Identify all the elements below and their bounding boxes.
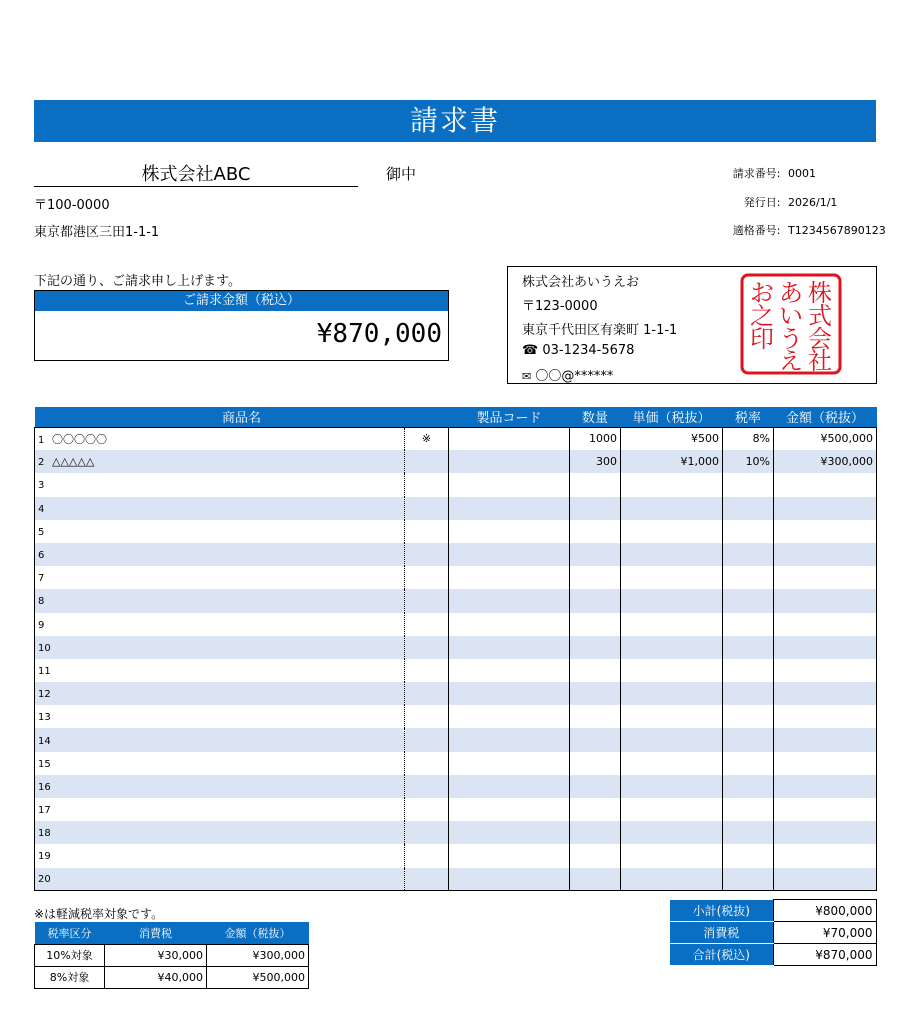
item-number: 8	[38, 596, 45, 608]
item-name-cell	[35, 520, 405, 543]
item-unit-price	[621, 752, 723, 775]
item-reduced-mark	[405, 682, 449, 705]
item-code	[449, 589, 570, 612]
item-code	[449, 497, 570, 520]
item-unit-price	[621, 798, 723, 821]
item-tax-rate	[723, 798, 774, 821]
item-code	[449, 450, 570, 473]
registration-row	[732, 222, 886, 238]
item-amount	[774, 497, 877, 520]
item-code	[449, 543, 570, 566]
item-name-cell	[35, 473, 405, 496]
tax-breakdown-header	[35, 922, 309, 944]
item-tax-rate	[723, 659, 774, 682]
sender-zip: 〒123-0000	[522, 299, 598, 314]
item-number: 1	[38, 434, 45, 446]
taxable-amount: ¥300,000	[207, 944, 309, 966]
seal-character: 株	[808, 279, 832, 307]
sender-phone: 03-1234-5678	[542, 343, 635, 358]
tax-total-value: ¥70,000	[773, 922, 876, 944]
item-tax-rate	[723, 566, 774, 589]
invoice-number-label: 請求番号:	[732, 167, 781, 180]
item-row	[35, 613, 877, 636]
item-reduced-mark	[405, 636, 449, 659]
item-unit-price	[621, 636, 723, 659]
item-quantity	[570, 798, 621, 821]
subtotal-row	[670, 900, 876, 922]
item-quantity	[570, 682, 621, 705]
items-header-row	[35, 407, 877, 427]
seal-character: 式	[808, 302, 832, 330]
item-quantity	[570, 543, 621, 566]
item-quantity	[570, 728, 621, 751]
item-reduced-mark	[405, 566, 449, 589]
item-tax-rate	[723, 520, 774, 543]
tax-row	[35, 966, 309, 988]
item-quantity	[570, 497, 621, 520]
item-code	[449, 868, 570, 891]
item-amount	[774, 682, 877, 705]
subtotal-label: 小計(税抜)	[670, 900, 773, 922]
billing-amount-box	[34, 290, 449, 361]
reduced-tax-note: ※は軽減税率対象です。	[34, 907, 164, 921]
item-amount	[774, 798, 877, 821]
item-quantity	[570, 520, 621, 543]
item-name-cell	[35, 613, 405, 636]
item-code	[449, 636, 570, 659]
item-tax-rate	[723, 868, 774, 891]
item-unit-price	[621, 844, 723, 867]
items-table	[34, 407, 877, 891]
item-tax-rate: 10%	[723, 450, 774, 473]
items-body	[35, 427, 877, 891]
item-row	[35, 543, 877, 566]
item-amount	[774, 752, 877, 775]
item-name-cell	[35, 705, 405, 728]
summary-table	[670, 899, 877, 966]
item-row	[35, 450, 877, 473]
item-number: 11	[38, 665, 51, 677]
item-unit-price	[621, 705, 723, 728]
item-code	[449, 566, 570, 589]
item-row	[35, 844, 877, 867]
item-reduced-mark	[405, 589, 449, 612]
item-tax-rate	[723, 613, 774, 636]
tax-header-category: 税率区分	[35, 922, 105, 944]
item-quantity	[570, 589, 621, 612]
item-number: 13	[38, 712, 51, 724]
item-code	[449, 775, 570, 798]
item-name-cell	[35, 589, 405, 612]
tax-category: 8%対象	[35, 966, 105, 988]
item-quantity	[570, 868, 621, 891]
seal-character: 印	[750, 325, 774, 353]
item-amount	[774, 473, 877, 496]
sender-phone-row	[522, 343, 634, 358]
client-name: 株式会社ABC	[141, 164, 251, 185]
seal-character: う	[779, 325, 803, 353]
item-number: 17	[38, 805, 51, 817]
item-code	[449, 473, 570, 496]
item-name-cell	[35, 427, 405, 450]
seal-character: 会	[808, 325, 832, 353]
tax-header-tax: 消費税	[105, 922, 207, 944]
sender-email: 〇〇@******	[535, 369, 614, 384]
item-amount	[774, 520, 877, 543]
item-name-cell	[35, 844, 405, 867]
item-number: 15	[38, 758, 51, 770]
item-amount: ¥500,000	[774, 427, 877, 450]
item-quantity	[570, 473, 621, 496]
item-quantity: 300	[570, 450, 621, 473]
item-row	[35, 682, 877, 705]
item-amount	[774, 566, 877, 589]
item-amount	[774, 821, 877, 844]
item-unit-price	[621, 589, 723, 612]
item-unit-price	[621, 821, 723, 844]
item-row	[35, 497, 877, 520]
subtotal-value: ¥800,000	[773, 900, 876, 922]
item-row	[35, 520, 877, 543]
item-row	[35, 427, 877, 450]
issue-date: 2026/1/1	[788, 196, 838, 209]
item-amount	[774, 775, 877, 798]
item-reduced-mark	[405, 844, 449, 867]
item-unit-price: ¥500	[621, 427, 723, 450]
item-amount	[774, 589, 877, 612]
item-reduced-mark	[405, 520, 449, 543]
item-reduced-mark	[405, 450, 449, 473]
item-number: 19	[38, 851, 51, 863]
item-reduced-mark	[405, 868, 449, 891]
item-amount	[774, 705, 877, 728]
item-unit-price	[621, 682, 723, 705]
tax-row	[35, 944, 309, 966]
client-zip: 〒100-0000	[34, 198, 110, 213]
issue-date-label: 発行日:	[743, 196, 781, 209]
item-number: 14	[38, 735, 51, 747]
grand-total-row	[670, 944, 876, 966]
item-number: 16	[38, 781, 51, 793]
item-row	[35, 752, 877, 775]
item-name-cell	[35, 728, 405, 751]
item-name-cell	[35, 636, 405, 659]
issue-date-row	[744, 194, 876, 210]
item-row	[35, 775, 877, 798]
item-amount	[774, 868, 877, 891]
item-number: 18	[38, 828, 51, 840]
seal-character: あ	[779, 279, 803, 307]
item-name-cell	[35, 775, 405, 798]
item-unit-price	[621, 473, 723, 496]
grand-total-label: 合計(税込)	[670, 944, 773, 966]
item-name-cell	[35, 543, 405, 566]
item-row	[35, 589, 877, 612]
item-tax-rate: 8%	[723, 427, 774, 450]
item-quantity	[570, 705, 621, 728]
item-reduced-mark: ※	[405, 427, 449, 450]
item-amount	[774, 659, 877, 682]
item-number: 10	[38, 642, 51, 654]
item-number: 6	[38, 550, 45, 562]
billing-amount-label: ご請求金額（税込）	[35, 291, 448, 311]
tax-breakdown-table	[34, 922, 309, 989]
item-number: 12	[38, 689, 51, 701]
item-unit-price	[621, 613, 723, 636]
item-unit-price	[621, 566, 723, 589]
item-amount	[774, 636, 877, 659]
header-quantity: 数量	[570, 407, 621, 427]
item-unit-price	[621, 775, 723, 798]
item-amount	[774, 613, 877, 636]
item-reduced-mark	[405, 705, 449, 728]
item-quantity	[570, 613, 621, 636]
item-amount: ¥300,000	[774, 450, 877, 473]
item-unit-price	[621, 728, 723, 751]
item-unit-price: ¥1,000	[621, 450, 723, 473]
seal-character: え	[779, 347, 803, 375]
invoice-number-row	[733, 165, 876, 181]
seal-character: い	[779, 302, 803, 330]
item-code	[449, 613, 570, 636]
item-code	[449, 844, 570, 867]
item-row	[35, 473, 877, 496]
tax-total-label: 消費税	[670, 922, 773, 944]
item-number: 7	[38, 573, 45, 585]
item-unit-price	[621, 497, 723, 520]
item-row	[35, 868, 877, 891]
sender-name: 株式会社あいうえお	[522, 275, 640, 290]
item-quantity: 1000	[570, 427, 621, 450]
item-name-cell	[35, 682, 405, 705]
item-reduced-mark	[405, 543, 449, 566]
item-tax-rate	[723, 844, 774, 867]
item-code	[449, 798, 570, 821]
item-tax-rate	[723, 636, 774, 659]
client-honorific: 御中	[386, 165, 417, 183]
item-tax-rate	[723, 705, 774, 728]
item-code	[449, 682, 570, 705]
phone-icon: ☎	[522, 343, 539, 358]
billing-amount-value: ¥870,000	[316, 319, 442, 349]
header-amount: 金額（税抜）	[774, 407, 877, 427]
grand-total-value: ¥870,000	[773, 944, 876, 966]
item-tax-rate	[723, 473, 774, 496]
item-row	[35, 705, 877, 728]
sender-address: 東京千代田区有楽町 1-1-1	[522, 323, 678, 338]
item-number: 9	[38, 619, 45, 631]
sender-email-row	[522, 365, 613, 384]
item-quantity	[570, 752, 621, 775]
client-name-underline	[34, 186, 358, 187]
item-number: 4	[38, 503, 45, 515]
tax-amount: ¥40,000	[105, 966, 207, 988]
company-seal	[740, 273, 842, 375]
item-amount	[774, 844, 877, 867]
registration-number: T1234567890123	[788, 224, 886, 237]
item-tax-rate	[723, 775, 774, 798]
header-product-name: 商品名	[35, 407, 449, 427]
item-quantity	[570, 775, 621, 798]
item-code	[449, 752, 570, 775]
invoice-title: 請求書	[34, 100, 876, 142]
item-number: 5	[38, 526, 45, 538]
item-tax-rate	[723, 589, 774, 612]
item-reduced-mark	[405, 473, 449, 496]
item-row	[35, 728, 877, 751]
item-reduced-mark	[405, 728, 449, 751]
item-row	[35, 659, 877, 682]
header-product-code: 製品コード	[449, 407, 570, 427]
item-tax-rate	[723, 821, 774, 844]
header-tax-rate: 税率	[723, 407, 774, 427]
item-unit-price	[621, 543, 723, 566]
item-reduced-mark	[405, 798, 449, 821]
item-reduced-mark	[405, 752, 449, 775]
item-tax-rate	[723, 497, 774, 520]
envelope-icon: ✉	[522, 370, 532, 383]
item-row	[35, 798, 877, 821]
item-tax-rate	[723, 728, 774, 751]
invoice-number: 0001	[788, 167, 816, 180]
item-name-cell	[35, 868, 405, 891]
item-name-cell	[35, 659, 405, 682]
registration-label: 適格番号:	[732, 224, 781, 237]
item-code	[449, 659, 570, 682]
client-address: 東京都港区三田1-1-1	[34, 225, 160, 240]
item-name-cell	[35, 798, 405, 821]
item-amount	[774, 543, 877, 566]
item-quantity	[570, 659, 621, 682]
item-quantity	[570, 821, 621, 844]
seal-character: お	[750, 279, 774, 307]
item-code	[449, 821, 570, 844]
item-row	[35, 821, 877, 844]
item-code	[449, 520, 570, 543]
item-unit-price	[621, 868, 723, 891]
item-name-cell	[35, 752, 405, 775]
item-tax-rate	[723, 543, 774, 566]
tax-amount: ¥30,000	[105, 944, 207, 966]
header-unit-price: 単価（税抜）	[621, 407, 723, 427]
tax-header-amount: 金額（税抜）	[207, 922, 309, 944]
item-unit-price	[621, 659, 723, 682]
seal-character: 社	[808, 347, 832, 375]
item-name-cell	[35, 566, 405, 589]
tax-category: 10%対象	[35, 944, 105, 966]
item-row	[35, 636, 877, 659]
item-code	[449, 728, 570, 751]
seal-character: 之	[750, 302, 774, 330]
item-tax-rate	[723, 682, 774, 705]
item-amount	[774, 728, 877, 751]
item-code	[449, 427, 570, 450]
item-tax-rate	[723, 752, 774, 775]
item-reduced-mark	[405, 613, 449, 636]
item-name-cell	[35, 497, 405, 520]
item-reduced-mark	[405, 775, 449, 798]
item-code	[449, 705, 570, 728]
item-reduced-mark	[405, 497, 449, 520]
item-quantity	[570, 636, 621, 659]
item-name-cell	[35, 450, 405, 473]
intro-text: 下記の通り、ご請求申し上げます。	[34, 274, 241, 289]
item-name: △△△△△	[52, 455, 95, 469]
item-number: 20	[38, 874, 51, 886]
item-reduced-mark	[405, 659, 449, 682]
taxable-amount: ¥500,000	[207, 966, 309, 988]
item-number: 2	[38, 457, 45, 469]
item-reduced-mark	[405, 821, 449, 844]
item-name-cell	[35, 821, 405, 844]
item-quantity	[570, 566, 621, 589]
sender-box	[507, 266, 877, 384]
item-row	[35, 566, 877, 589]
item-number: 3	[38, 480, 45, 492]
item-name: 〇〇〇〇〇	[52, 432, 107, 446]
tax-total-row	[670, 922, 876, 944]
item-quantity	[570, 844, 621, 867]
item-unit-price	[621, 520, 723, 543]
